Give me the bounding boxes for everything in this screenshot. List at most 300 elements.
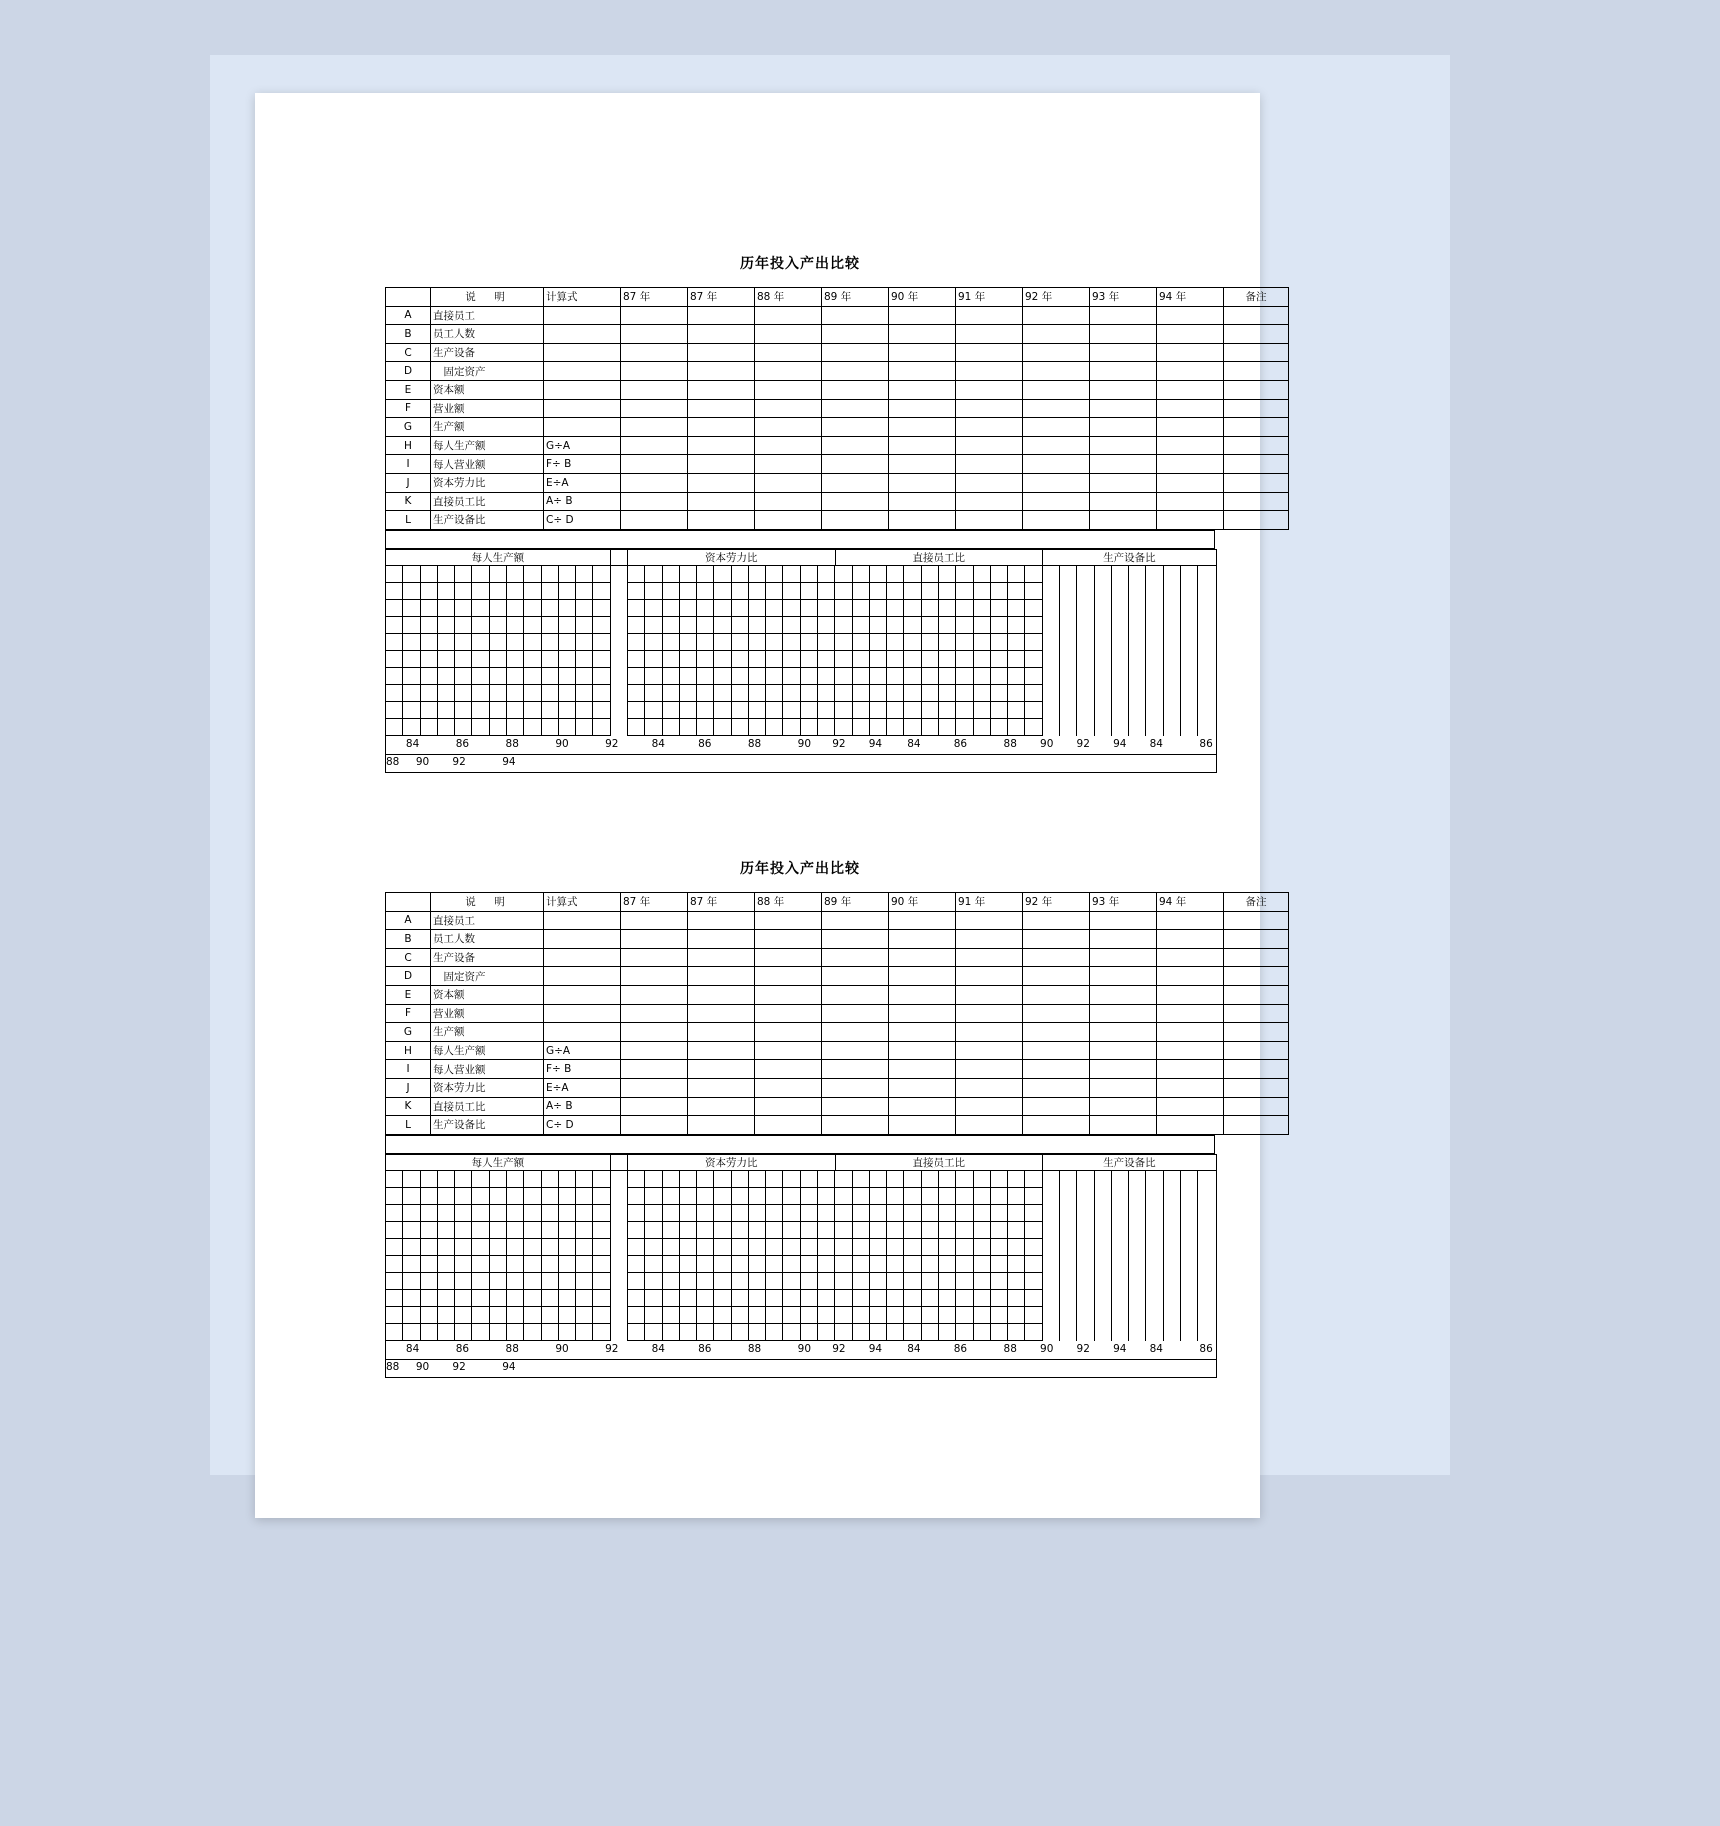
chart-grid-cell[interactable] [783,600,800,617]
chart-grid-cell[interactable] [1129,651,1146,668]
chart-grid-cell[interactable] [1146,1256,1163,1273]
row-year-value[interactable] [956,948,1023,967]
chart-grid-cell[interactable] [455,1273,472,1290]
chart-grid-cell[interactable] [438,1290,455,1307]
chart-grid-cell[interactable] [490,634,507,651]
chart-grid-cell[interactable] [939,566,956,583]
chart-grid-cell[interactable] [1008,685,1025,702]
chart-grid-cell[interactable] [801,685,818,702]
chart-grid-cell[interactable] [593,719,610,736]
chart-grid-cell[interactable] [835,617,852,634]
chart-grid-cell[interactable] [1095,617,1112,634]
chart-grid-cell[interactable] [956,651,973,668]
chart-grid-cell[interactable] [576,719,593,736]
chart-grid-cell[interactable] [853,1222,870,1239]
row-year-value[interactable] [956,930,1023,949]
chart-grid-cell[interactable] [559,1273,576,1290]
chart-grid-cell[interactable] [749,583,766,600]
row-year-value[interactable] [755,1023,822,1042]
chart-grid-cell[interactable] [991,1307,1008,1324]
chart-grid-cell[interactable] [801,651,818,668]
row-year-value[interactable] [822,1041,889,1060]
chart-grid-cell[interactable] [766,1188,783,1205]
chart-grid-cell[interactable] [524,719,541,736]
chart-grid-cell[interactable] [974,651,991,668]
chart-grid-cell[interactable] [472,1256,489,1273]
chart-grid-cell[interactable] [1112,600,1129,617]
chart-grid-cell[interactable] [559,719,576,736]
chart-grid-cell[interactable] [386,1307,403,1324]
chart-grid-cell[interactable] [1095,634,1112,651]
chart-grid-cell[interactable] [1181,1290,1198,1307]
chart-grid-cell[interactable] [559,1307,576,1324]
chart-grid-cell[interactable] [1008,583,1025,600]
row-year-value[interactable] [688,1078,755,1097]
chart-grid-cell[interactable] [1112,583,1129,600]
chart-grid-cell[interactable] [801,1222,818,1239]
chart-grid-cell[interactable] [766,566,783,583]
row-note[interactable] [1224,306,1289,325]
chart-grid-cell[interactable] [1043,566,1060,583]
chart-grid-cell[interactable] [386,702,403,719]
chart-grid-cell[interactable] [438,566,455,583]
row-year-value[interactable] [1157,1097,1224,1116]
chart-grid-cell[interactable] [974,600,991,617]
chart-grid-cell[interactable] [593,1222,610,1239]
row-year-value[interactable] [1023,985,1090,1004]
chart-grid-cell[interactable] [542,1256,559,1273]
chart-grid-cell[interactable] [593,702,610,719]
chart-grid-cell[interactable] [1146,566,1163,583]
row-year-value[interactable] [889,1097,956,1116]
chart-grid-cell[interactable] [870,1256,887,1273]
chart-grid-cell[interactable] [1025,1273,1042,1290]
chart-grid-cell[interactable] [490,617,507,634]
row-year-value[interactable] [1157,1116,1224,1135]
chart-grid-cell[interactable] [455,1239,472,1256]
chart-grid-cell[interactable] [438,719,455,736]
chart-grid-cell[interactable] [559,1171,576,1188]
chart-grid-cell[interactable] [991,702,1008,719]
chart-grid-cell[interactable] [1164,668,1181,685]
row-year-value[interactable] [1157,436,1224,455]
chart-grid-cell[interactable] [438,617,455,634]
chart-grid-cell[interactable] [559,1205,576,1222]
chart-grid-cell[interactable] [628,1171,645,1188]
chart-grid-cell[interactable] [1146,651,1163,668]
row-year-value[interactable] [889,511,956,530]
chart-grid-cell[interactable] [870,1171,887,1188]
chart-grid-cell[interactable] [403,1171,420,1188]
row-year-value[interactable] [1023,1097,1090,1116]
row-note[interactable] [1224,1041,1289,1060]
chart-grid-cell[interactable] [628,1222,645,1239]
chart-grid-cell[interactable] [714,1256,731,1273]
chart-grid-cell[interactable] [386,1171,403,1188]
chart-grid-cell[interactable] [1129,600,1146,617]
chart-grid-cell[interactable] [542,1205,559,1222]
chart-grid-cell[interactable] [887,651,904,668]
chart-grid-cell[interactable] [421,566,438,583]
chart-grid-cell[interactable] [542,1324,559,1341]
chart-grid-cell[interactable] [524,583,541,600]
chart-grid-cell[interactable] [904,668,921,685]
row-year-value[interactable] [688,930,755,949]
chart-grid-cell[interactable] [524,1222,541,1239]
chart-grid-cell[interactable] [611,566,628,583]
chart-grid-cell[interactable] [472,1222,489,1239]
chart-grid-cell[interactable] [1025,583,1042,600]
row-year-value[interactable] [822,362,889,381]
chart-grid-cell[interactable] [611,617,628,634]
row-year-value[interactable] [889,1078,956,1097]
chart-grid-cell[interactable] [853,1307,870,1324]
chart-grid-cell[interactable] [1164,1171,1181,1188]
chart-grid-cell[interactable] [576,566,593,583]
chart-grid-cell[interactable] [645,1273,662,1290]
chart-grid-cell[interactable] [835,651,852,668]
row-note[interactable] [1224,1078,1289,1097]
chart-grid-cell[interactable] [524,1273,541,1290]
chart-grid-cell[interactable] [1060,600,1077,617]
row-year-value[interactable] [956,1023,1023,1042]
chart-grid-cell[interactable] [645,600,662,617]
chart-grid-cell[interactable] [403,668,420,685]
row-year-value[interactable] [755,1116,822,1135]
chart-grid-cell[interactable] [403,1290,420,1307]
chart-grid-cell[interactable] [490,702,507,719]
row-year-value[interactable] [1090,306,1157,325]
chart-grid-cell[interactable] [1198,634,1215,651]
chart-grid-cell[interactable] [835,702,852,719]
chart-grid-cell[interactable] [1164,617,1181,634]
chart-grid-cell[interactable] [766,634,783,651]
chart-grid-cell[interactable] [974,634,991,651]
chart-grid-cell[interactable] [939,634,956,651]
chart-grid-cell[interactable] [1112,1290,1129,1307]
row-year-value[interactable] [1090,1116,1157,1135]
chart-grid-cell[interactable] [559,634,576,651]
chart-grid-cell[interactable] [403,1188,420,1205]
chart-grid-cell[interactable] [490,685,507,702]
chart-grid-cell[interactable] [663,702,680,719]
chart-grid-cell[interactable] [576,583,593,600]
chart-grid-cell[interactable] [974,719,991,736]
chart-grid-cell[interactable] [455,600,472,617]
chart-grid-cell[interactable] [1198,685,1215,702]
row-year-value[interactable] [755,967,822,986]
chart-grid-cell[interactable] [870,1222,887,1239]
chart-grid-cell[interactable] [783,1205,800,1222]
chart-grid-cell[interactable] [1146,1290,1163,1307]
chart-grid-cell[interactable] [870,583,887,600]
chart-grid-cell[interactable] [403,1205,420,1222]
row-year-value[interactable] [956,1041,1023,1060]
chart-grid-cell[interactable] [853,600,870,617]
chart-grid-cell[interactable] [870,719,887,736]
chart-grid-cell[interactable] [559,685,576,702]
chart-grid-cell[interactable] [1043,685,1060,702]
chart-grid-cell[interactable] [472,651,489,668]
row-year-value[interactable] [1090,1023,1157,1042]
row-year-value[interactable] [1023,967,1090,986]
chart-grid-cell[interactable] [1198,1273,1215,1290]
chart-grid-cell[interactable] [438,1222,455,1239]
row-year-value[interactable] [688,1004,755,1023]
chart-grid-cell[interactable] [766,719,783,736]
chart-grid-cell[interactable] [1146,1273,1163,1290]
chart-grid-cell[interactable] [628,634,645,651]
chart-grid-cell[interactable] [421,583,438,600]
chart-grid-cell[interactable] [1112,1256,1129,1273]
chart-grid-cell[interactable] [870,1324,887,1341]
chart-grid-cell[interactable] [611,1171,628,1188]
chart-grid-cell[interactable] [1146,1239,1163,1256]
chart-grid-cell[interactable] [904,634,921,651]
chart-grid-cell[interactable] [628,1307,645,1324]
chart-grid-cell[interactable] [1095,1171,1112,1188]
row-year-value[interactable] [688,380,755,399]
chart-grid-cell[interactable] [956,1188,973,1205]
chart-grid-cell[interactable] [1164,651,1181,668]
chart-grid-cell[interactable] [680,1205,697,1222]
chart-grid-cell[interactable] [870,1307,887,1324]
chart-grid-cell[interactable] [697,583,714,600]
chart-grid-cell[interactable] [1060,1307,1077,1324]
chart-grid-cell[interactable] [1060,1239,1077,1256]
chart-grid-cell[interactable] [904,1205,921,1222]
chart-grid-cell[interactable] [680,583,697,600]
chart-grid-cell[interactable] [956,1324,973,1341]
chart-grid-cell[interactable] [472,600,489,617]
chart-grid-cell[interactable] [1060,702,1077,719]
chart-grid-cell[interactable] [645,1171,662,1188]
chart-grid-cell[interactable] [1129,1307,1146,1324]
row-year-value[interactable] [956,1060,1023,1079]
chart-grid-cell[interactable] [853,1239,870,1256]
chart-grid-cell[interactable] [818,1256,835,1273]
chart-grid-cell[interactable] [524,1239,541,1256]
chart-grid-cell[interactable] [663,685,680,702]
chart-grid-cell[interactable] [697,1256,714,1273]
chart-grid-cell[interactable] [490,1307,507,1324]
chart-grid-cell[interactable] [386,1205,403,1222]
row-year-value[interactable] [1023,380,1090,399]
chart-grid-cell[interactable] [524,1307,541,1324]
chart-grid-cell[interactable] [507,1239,524,1256]
chart-grid-cell[interactable] [386,566,403,583]
chart-grid-cell[interactable] [1198,1290,1215,1307]
row-year-value[interactable] [889,473,956,492]
chart-grid-cell[interactable] [559,1256,576,1273]
chart-grid-cell[interactable] [1198,600,1215,617]
row-year-value[interactable] [1023,1078,1090,1097]
row-year-value[interactable] [1157,399,1224,418]
chart-grid-cell[interactable] [490,668,507,685]
chart-grid-cell[interactable] [472,1307,489,1324]
chart-grid-cell[interactable] [783,634,800,651]
chart-grid-cell[interactable] [887,1324,904,1341]
chart-grid-cell[interactable] [956,1256,973,1273]
chart-grid-cell[interactable] [576,1188,593,1205]
chart-grid-cell[interactable] [645,1222,662,1239]
chart-grid-cell[interactable] [991,634,1008,651]
chart-grid-cell[interactable] [956,719,973,736]
chart-grid-cell[interactable] [904,702,921,719]
chart-grid-cell[interactable] [835,1273,852,1290]
chart-grid-cell[interactable] [1043,1324,1060,1341]
row-year-value[interactable] [755,362,822,381]
chart-grid-cell[interactable] [524,600,541,617]
chart-grid-cell[interactable] [472,685,489,702]
chart-grid-cell[interactable] [645,1239,662,1256]
row-year-value[interactable] [1023,306,1090,325]
chart-grid-cell[interactable] [421,1290,438,1307]
row-year-value[interactable] [822,399,889,418]
chart-grid-cell[interactable] [974,1256,991,1273]
chart-grid-cell[interactable] [697,600,714,617]
chart-grid-cell[interactable] [1181,1171,1198,1188]
row-year-value[interactable] [688,436,755,455]
chart-grid-cell[interactable] [438,1205,455,1222]
chart-grid-cell[interactable] [991,1256,1008,1273]
row-year-value[interactable] [889,343,956,362]
chart-grid-cell[interactable] [421,719,438,736]
chart-grid-cell[interactable] [732,617,749,634]
row-year-value[interactable] [688,948,755,967]
chart-grid-cell[interactable] [801,1205,818,1222]
chart-grid-cell[interactable] [663,600,680,617]
chart-grid-cell[interactable] [818,1171,835,1188]
chart-grid-cell[interactable] [1146,719,1163,736]
row-year-value[interactable] [755,343,822,362]
chart-grid-cell[interactable] [714,617,731,634]
chart-grid-cell[interactable] [783,1188,800,1205]
chart-grid-cell[interactable] [870,1188,887,1205]
chart-grid-cell[interactable] [1112,702,1129,719]
chart-grid-cell[interactable] [645,668,662,685]
chart-grid-cell[interactable] [1198,719,1215,736]
row-year-value[interactable] [1090,343,1157,362]
chart-grid-cell[interactable] [1043,719,1060,736]
chart-grid-cell[interactable] [1077,1171,1094,1188]
chart-grid-cell[interactable] [663,719,680,736]
row-year-value[interactable] [621,362,688,381]
chart-grid-cell[interactable] [1129,634,1146,651]
row-year-value[interactable] [822,911,889,930]
row-year-value[interactable] [956,343,1023,362]
row-year-value[interactable] [889,418,956,437]
row-note[interactable] [1224,911,1289,930]
chart-grid-cell[interactable] [835,1256,852,1273]
chart-grid-cell[interactable] [386,651,403,668]
row-year-value[interactable] [1023,948,1090,967]
chart-grid-cell[interactable] [1077,1205,1094,1222]
chart-grid-cell[interactable] [472,1273,489,1290]
chart-grid-cell[interactable] [1181,1239,1198,1256]
chart-grid-cell[interactable] [645,1205,662,1222]
chart-grid-cell[interactable] [472,634,489,651]
chart-grid-cell[interactable] [1025,685,1042,702]
chart-grid-cell[interactable] [714,1307,731,1324]
chart-grid-cell[interactable] [524,634,541,651]
chart-grid-cell[interactable] [732,1188,749,1205]
chart-grid-cell[interactable] [714,1205,731,1222]
row-year-value[interactable] [621,492,688,511]
chart-grid-cell[interactable] [922,685,939,702]
chart-grid-cell[interactable] [887,719,904,736]
chart-grid-cell[interactable] [835,1205,852,1222]
chart-grid-cell[interactable] [922,1171,939,1188]
chart-grid-cell[interactable] [490,1188,507,1205]
chart-grid-cell[interactable] [801,583,818,600]
chart-grid-cell[interactable] [421,1256,438,1273]
chart-grid-cell[interactable] [801,719,818,736]
row-year-value[interactable] [755,436,822,455]
row-year-value[interactable] [621,511,688,530]
row-year-value[interactable] [755,1078,822,1097]
chart-grid-cell[interactable] [611,702,628,719]
chart-grid-cell[interactable] [576,1307,593,1324]
chart-grid-cell[interactable] [438,1256,455,1273]
row-year-value[interactable] [1023,511,1090,530]
chart-grid-cell[interactable] [904,617,921,634]
row-year-value[interactable] [1157,418,1224,437]
chart-grid-cell[interactable] [1077,702,1094,719]
chart-grid-cell[interactable] [421,1273,438,1290]
chart-grid-cell[interactable] [542,668,559,685]
row-year-value[interactable] [1090,1060,1157,1079]
chart-grid-cell[interactable] [732,600,749,617]
chart-grid-cell[interactable] [766,600,783,617]
row-year-value[interactable] [889,911,956,930]
chart-grid-cell[interactable] [680,651,697,668]
chart-grid-cell[interactable] [1043,600,1060,617]
chart-grid-cell[interactable] [542,719,559,736]
row-year-value[interactable] [755,306,822,325]
chart-grid-cell[interactable] [870,1239,887,1256]
chart-grid-cell[interactable] [1129,1256,1146,1273]
row-year-value[interactable] [621,948,688,967]
row-year-value[interactable] [956,1097,1023,1116]
chart-grid-cell[interactable] [1008,1290,1025,1307]
row-note[interactable] [1224,967,1289,986]
chart-grid-cell[interactable] [611,685,628,702]
chart-grid-cell[interactable] [887,600,904,617]
chart-grid-cell[interactable] [1095,1239,1112,1256]
chart-grid-cell[interactable] [611,1205,628,1222]
chart-grid-cell[interactable] [1181,1222,1198,1239]
row-year-value[interactable] [1090,948,1157,967]
chart-grid-cell[interactable] [386,719,403,736]
chart-grid-cell[interactable] [645,1256,662,1273]
row-year-value[interactable] [621,1041,688,1060]
row-note[interactable] [1224,325,1289,344]
row-year-value[interactable] [621,325,688,344]
chart-grid-cell[interactable] [524,1324,541,1341]
chart-grid-cell[interactable] [749,651,766,668]
chart-grid-cell[interactable] [904,1290,921,1307]
chart-grid-cell[interactable] [887,702,904,719]
chart-grid-cell[interactable] [749,685,766,702]
chart-grid-cell[interactable] [1060,1205,1077,1222]
chart-grid-cell[interactable] [1198,1256,1215,1273]
chart-grid-cell[interactable] [542,1307,559,1324]
chart-grid-cell[interactable] [490,566,507,583]
row-year-value[interactable] [1090,325,1157,344]
row-year-value[interactable] [688,967,755,986]
chart-grid-cell[interactable] [421,702,438,719]
